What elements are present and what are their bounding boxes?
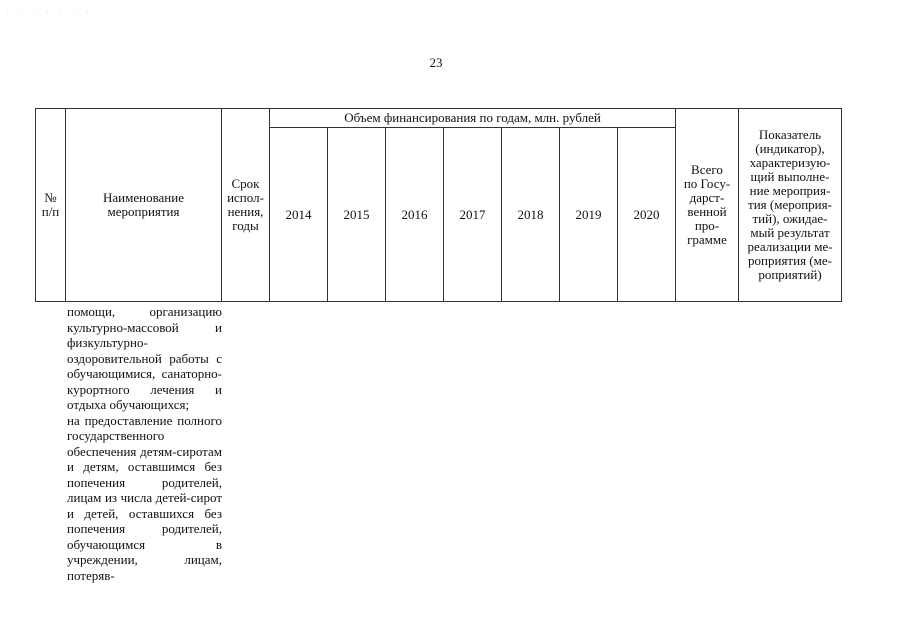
header-year: 2018 xyxy=(502,128,560,302)
header-indicator: Показатель (индикатор), характеризую- щий выполне- ние мероприя- тия (мероприя- тий), ожидае- мый результат реализации ме- роприятия (ме- роприятий) xyxy=(739,109,842,302)
description-paragraph: помощи, организацию культурно-массовой и физкультурно-оздоровительной работы с обучающимися, санаторно-курортного лечения и отдыха обучающихся; xyxy=(67,304,222,412)
header-term: Срок испол- нения, годы xyxy=(222,109,270,302)
header-num: № п/п xyxy=(36,109,66,302)
header-year: 2020 xyxy=(618,128,676,302)
scan-marks: · · · · · · · xyxy=(6,8,92,15)
measure-description-continuation xyxy=(67,304,222,583)
header-year: 2016 xyxy=(386,128,444,302)
header-table xyxy=(35,108,842,302)
header-financing: Объем финансирования по годам, млн. рублей xyxy=(270,109,676,128)
header-name: Наименование мероприятия xyxy=(66,109,222,302)
page-number: 23 xyxy=(429,55,443,70)
header-total: Всего по Госу- дарст- венной про- грамме xyxy=(676,109,739,302)
header-year: 2017 xyxy=(444,128,502,302)
header-year: 2015 xyxy=(328,128,386,302)
description-paragraph: на предоставление полного государственного обеспечения детям-сиротам и детям, оставшимся без попечения родителей, лицам из числа детей-сирот и детей, оставшихся без попечения родителей, обучающимся в учреждении, лицам, потеряв- xyxy=(67,412,222,583)
header-year: 2014 xyxy=(270,128,328,302)
header-year: 2019 xyxy=(560,128,618,302)
